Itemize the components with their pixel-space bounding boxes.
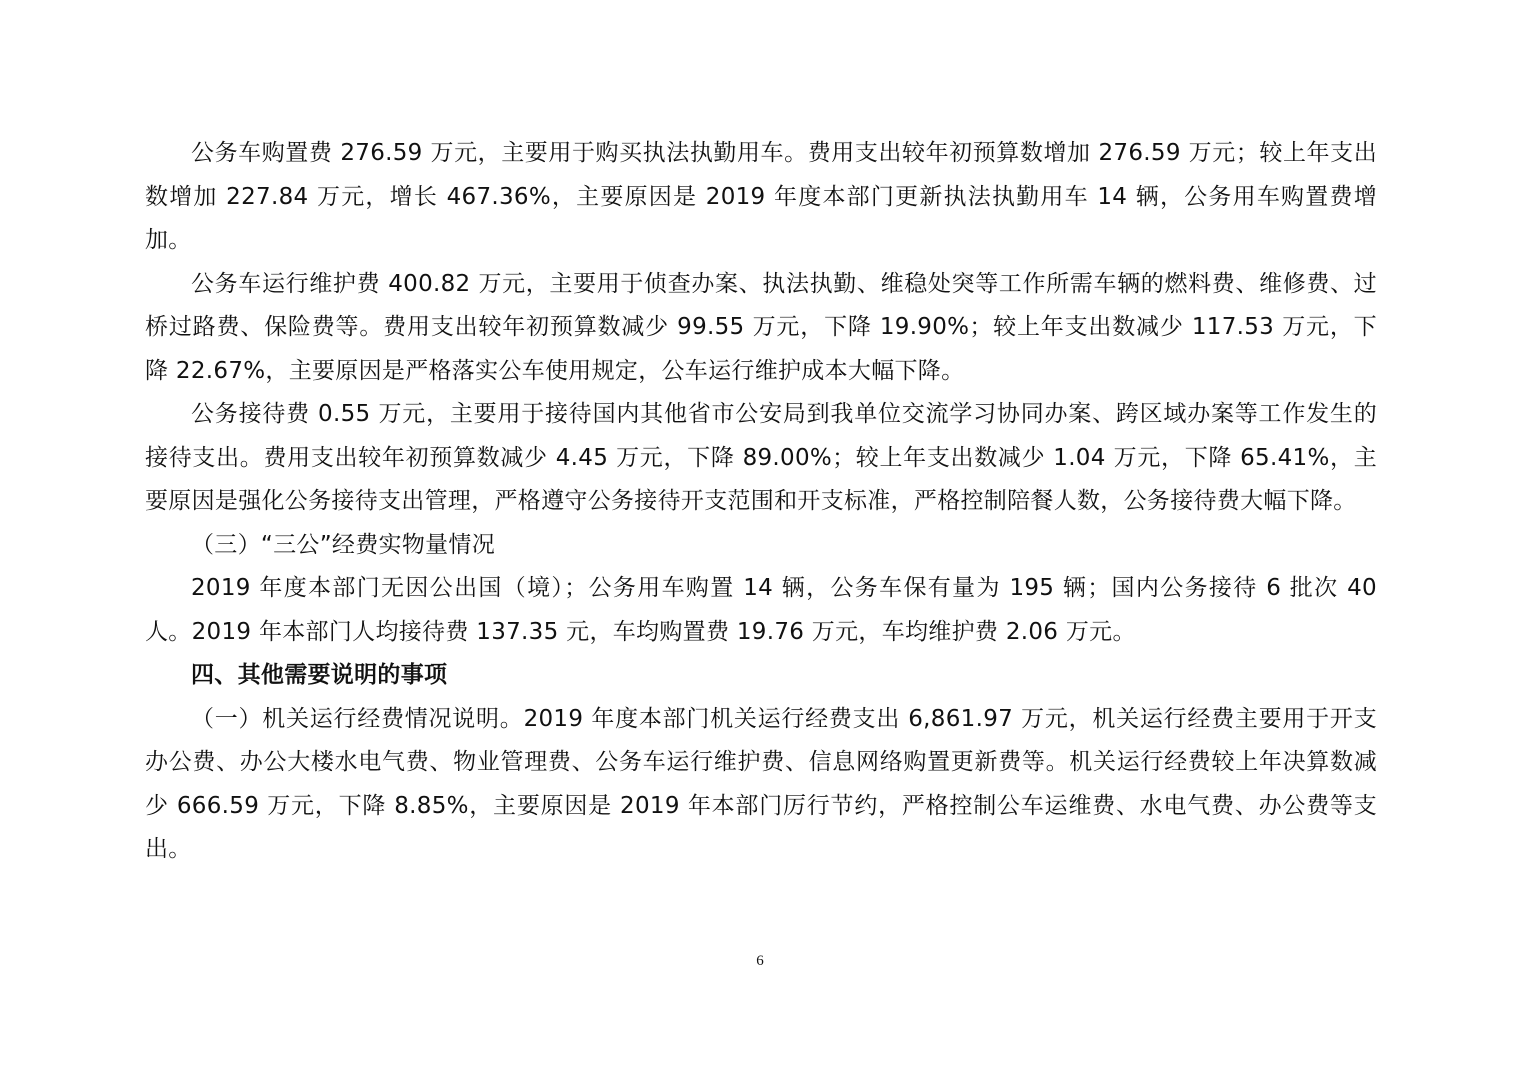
- paragraph-reception-expense: 公务接待费 0.55 万元，主要用于接待国内其他省市公安局到我单位交流学习协同办案、跨区域办案等工作发生的接待支出。费用支出较年初预算数减少 4.45 万元，下降 89.00%；较上年支出数减少 1.04 万元，下降 65.41%，主要原因是强化公务接待支出管理，严格遵守公务接待开支范围和开支标准，严格控制陪餐人数，公务接待费大幅下降。: [145, 401, 1377, 514]
- paragraph-operating-expense: （一）机关运行经费情况说明。2019 年度本部门机关运行经费支出 6,861.97 万元，机关运行经费主要用于开支办公费、办公大楼水电气费、物业管理费、公务车运行维护费、信息网络购置更新费等。机关运行经费较上年决算数减少 666.59 万元，下降 8.85%，主要原因是 2019 年本部门厉行节约，严格控制公车运维费、水电气费、办公费等支出。: [145, 705, 1377, 862]
- section-heading-other-matters: 四、其他需要说明的事项: [191, 662, 448, 688]
- paragraph-physical-quantity: 2019 年度本部门无因公出国（境）；公务用车购置 14 辆，公务车保有量为 195 辆；国内公务接待 6 批次 40 人。2019 年本部门人均接待费 137.35 元，车均购置费 19.76 万元，车均维护费 2.06 万元。: [145, 575, 1377, 645]
- subheading-three-public-quantity: （三）“三公”经费实物量情况: [191, 531, 496, 558]
- paragraph-vehicle-purchase: 公务车购置费 276.59 万元，主要用于购买执法执勤用车。费用支出较年初预算数增加 276.59 万元；较上年支出数增加 227.84 万元，增长 467.36%，主要原因是 2019 年度本部门更新执法执勤用车 14 辆，公务用车购置费增加。: [145, 140, 1377, 253]
- page-number: 6: [756, 953, 764, 969]
- document-body: [145, 132, 1377, 872]
- paragraph-vehicle-maintenance: 公务车运行维护费 400.82 万元，主要用于侦查办案、执法执勤、维稳处突等工作所需车辆的燃料费、维修费、过桥过路费、保险费等。费用支出较年初预算数减少 99.55 万元，下降 19.90%；较上年支出数减少 117.53 万元，下降 22.67%，主要原因是严格落实公车使用规定，公车运行维护成本大幅下降。: [145, 270, 1377, 384]
